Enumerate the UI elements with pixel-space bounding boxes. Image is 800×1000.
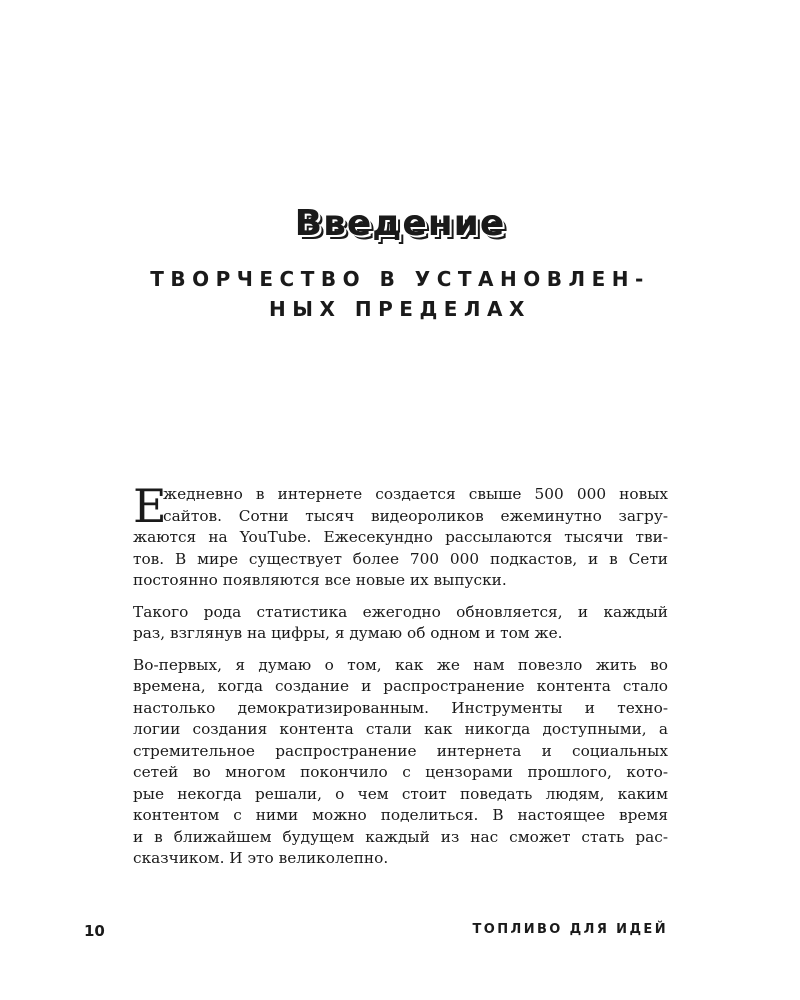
chapter-subtitle-line: НЫХ ПРЕДЕЛАХ [269,297,531,321]
text-line: раз, взглянув на цифры, я думаю об одном и том же. [133,624,563,642]
chapter-subtitle [100,264,700,324]
text-line: Во-первых, я думаю о том, как же нам повезло жить во [133,655,668,674]
text-line: и в ближайшем будущем каждый из нас сможет стать рас- [133,827,668,846]
text-line: рые некогда решали, о чем стоит поведать людям, каким [133,784,668,803]
text-line: стремительное распространение интернета и социальных [133,741,668,760]
text-line: тов. В мире существует более 700 000 подкастов, и в Сети [133,549,668,568]
text-line: постоянно появляются все новые их выпуски. [133,571,507,589]
paragraph-1 [133,479,668,592]
text-line: Такого рода статистика ежегодно обновляется, и каждый [133,602,668,621]
body-text [133,479,668,880]
chapter-title: Введение [294,203,506,244]
text-line: контентом с ними можно поделиться. В настоящее время [133,806,668,824]
running-footer-title: ТОПЛИВО ДЛЯ ИДЕЙ [472,922,668,937]
paragraph-3 [133,655,668,870]
text-line: времена, когда создание и распространение контента стало [133,677,668,695]
text-line: сетей во многом покончило с цензорами прошлого, кото- [133,763,668,781]
text-line: сказчиком. И это великолепно. [133,849,389,867]
chapter-subtitle-line: ТВОРЧЕСТВО В УСТАНОВЛЕН- [150,267,650,291]
text-line: жаются на YouTube. Ежесекундно рассылаются тысячи тви- [133,528,668,546]
paragraph-2 [133,602,668,645]
text-line: жедневно в интернете создается свыше 500 000 новых [163,485,668,503]
drop-cap: Е [133,479,167,533]
text-line: сайтов. Сотни тысяч видеороликов ежеминутно загру- [163,506,668,525]
page-number: 10 [84,922,105,940]
text-line: логии создания контента стали как никогда доступными, а [133,720,668,738]
text-line: настолько демократизированным. Инструменты и техно- [133,698,668,717]
